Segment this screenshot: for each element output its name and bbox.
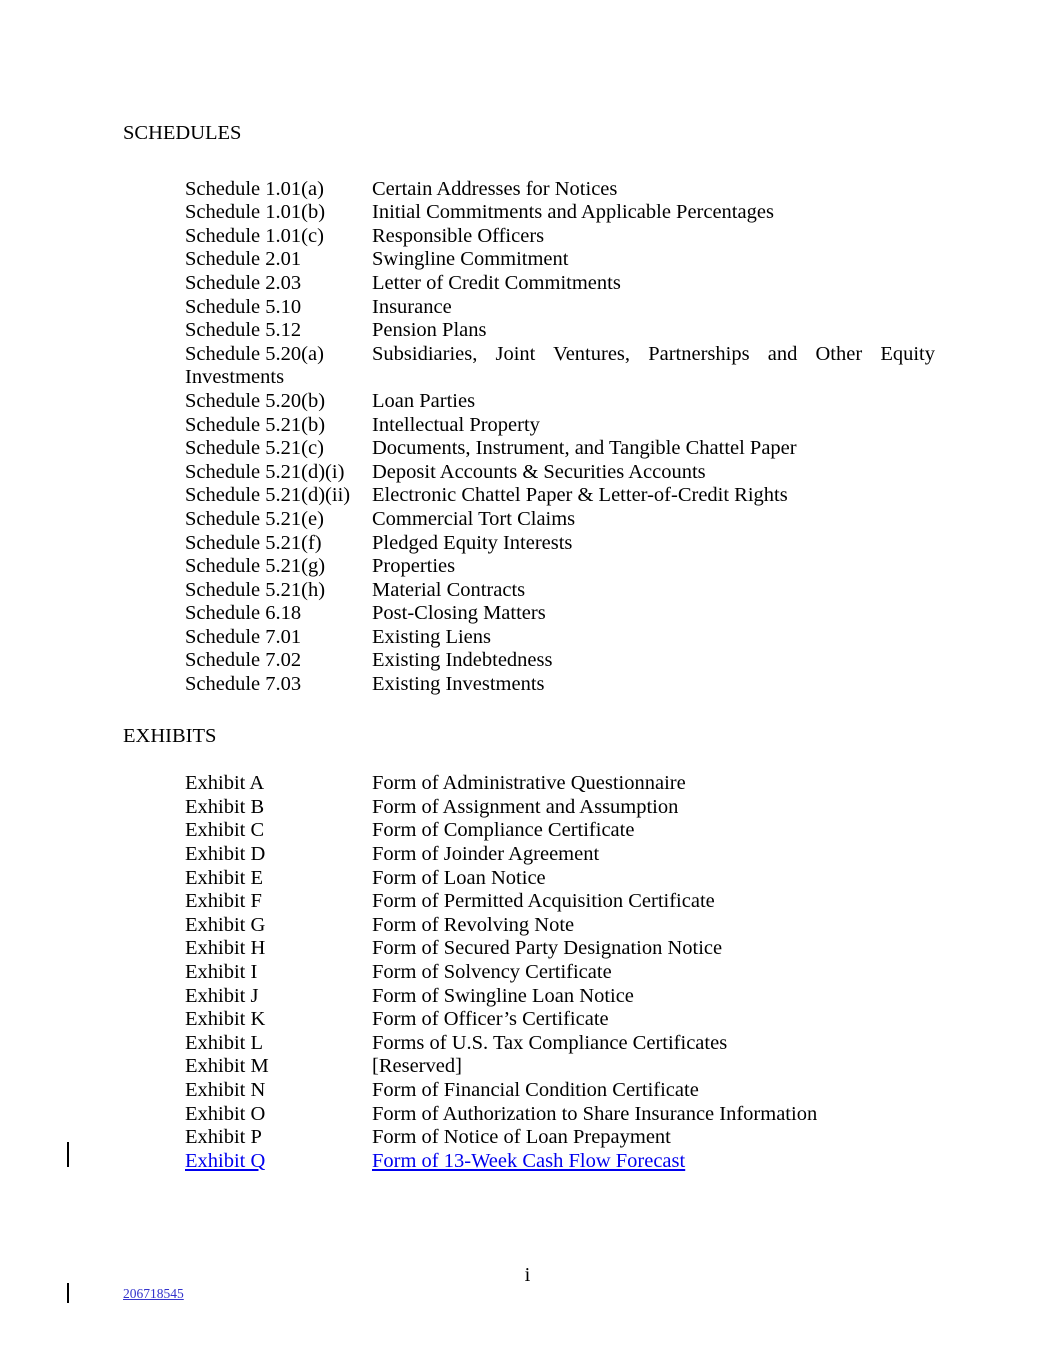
schedule-row — [185, 390, 935, 414]
schedule-title: Documents, Instrument, and Tangible Chattel Paper — [372, 437, 797, 460]
schedule-title: Properties — [372, 555, 456, 578]
exhibit-row — [185, 1032, 935, 1056]
exhibit-label: Exhibit M — [185, 1055, 269, 1078]
schedule-title: Insurance — [372, 295, 452, 318]
exhibit-label: Exhibit B — [185, 795, 265, 818]
exhibit-row — [185, 985, 935, 1009]
schedule-label: Schedule 5.21(d)(i) — [185, 460, 345, 483]
schedule-label: Schedule 7.03 — [185, 673, 302, 696]
exhibit-label: Exhibit O — [185, 1102, 266, 1125]
change-bar — [67, 1142, 69, 1167]
schedule-title: Existing Investments — [372, 673, 545, 696]
schedule-row — [185, 319, 935, 343]
schedule-title: Responsible Officers — [372, 224, 545, 247]
schedule-title: Existing Indebtedness — [372, 649, 553, 672]
schedule-label: Schedule 5.20(a) — [185, 342, 324, 365]
schedule-label: Schedule 5.21(g) — [185, 555, 326, 578]
schedule-label: Schedule 5.21(f) — [185, 531, 322, 554]
exhibit-label: Exhibit L — [185, 1031, 264, 1054]
exhibit-label: Exhibit C — [185, 819, 265, 842]
schedule-title: Initial Commitments and Applicable Percentages — [372, 201, 774, 224]
schedule-title: Electronic Chattel Paper & Letter-of-Credit Rights — [372, 484, 788, 507]
exhibit-label: Exhibit I — [185, 961, 258, 983]
schedule-label: Schedule 5.20(b) — [185, 389, 326, 412]
exhibit-title: Form of Compliance Certificate — [372, 819, 635, 842]
exhibits-list — [123, 772, 935, 1173]
exhibit-title: Form of Authorization to Share Insurance Information — [372, 1102, 818, 1125]
schedule-row — [185, 225, 935, 249]
schedule-row — [185, 508, 935, 532]
exhibits-section — [123, 725, 935, 1174]
schedule-label: Schedule 5.21(d)(ii) — [185, 484, 351, 507]
schedule-label: Schedule 2.01 — [185, 248, 302, 271]
exhibit-row — [185, 914, 935, 938]
exhibit-title: [Reserved] — [372, 1055, 462, 1078]
exhibit-title: Form of Financial Condition Certificate — [372, 1078, 699, 1101]
schedule-title: Post-Closing Matters — [372, 602, 546, 625]
schedule-row — [185, 343, 935, 390]
schedule-title: Swingline Commitment — [372, 248, 569, 271]
schedule-row — [185, 602, 935, 626]
schedule-label: Schedule 5.21(e) — [185, 507, 324, 530]
exhibit-label-link[interactable]: Exhibit Q — [185, 1149, 266, 1172]
schedule-row — [185, 461, 935, 485]
exhibit-row — [185, 1103, 935, 1127]
schedule-row — [185, 248, 935, 272]
schedule-row — [185, 532, 935, 556]
schedules-heading: SCHEDULES — [123, 122, 242, 144]
schedule-label: Schedule 5.12 — [185, 319, 302, 342]
exhibit-row — [185, 1150, 935, 1174]
schedule-row — [185, 272, 935, 296]
exhibit-title: Form of Assignment and Assumption — [372, 795, 679, 818]
exhibit-row — [185, 772, 935, 796]
exhibit-label: Exhibit A — [185, 772, 265, 795]
schedule-title: Existing Liens — [372, 625, 492, 648]
schedule-label: Schedule 1.01(c) — [185, 224, 324, 247]
exhibit-title: Form of Permitted Acquisition Certificate — [372, 890, 715, 913]
schedule-title: Loan Parties — [372, 389, 476, 412]
schedule-row — [185, 178, 935, 202]
exhibit-row — [185, 796, 935, 820]
schedule-row — [185, 201, 935, 225]
schedule-row — [185, 555, 935, 579]
schedule-label: Schedule 5.21(b) — [185, 413, 326, 436]
schedule-title: Certain Addresses for Notices — [372, 177, 618, 200]
exhibit-label: Exhibit J — [185, 984, 259, 1007]
schedule-row — [185, 296, 935, 320]
schedule-title: Subsidiaries, Joint Ventures, Partnerships and Other Equity Investments — [185, 342, 935, 389]
schedule-label: Schedule 5.21(c) — [185, 437, 324, 460]
schedule-label: Schedule 2.03 — [185, 271, 302, 294]
exhibit-row — [185, 1055, 935, 1079]
exhibit-row — [185, 867, 935, 891]
schedule-title: Letter of Credit Commitments — [372, 271, 621, 294]
exhibit-row — [185, 1008, 935, 1032]
exhibit-title-link[interactable]: Form of 13-Week Cash Flow Forecast — [372, 1149, 686, 1172]
exhibit-title: Form of Revolving Note — [372, 913, 575, 936]
exhibit-title: Form of Joinder Agreement — [372, 843, 600, 866]
exhibit-title: Form of Secured Party Designation Notice — [372, 937, 723, 960]
exhibit-row — [185, 1079, 935, 1103]
exhibit-label: Exhibit P — [185, 1126, 262, 1149]
exhibit-label: Exhibit N — [185, 1078, 266, 1101]
exhibit-row — [185, 961, 935, 985]
schedule-label: Schedule 7.01 — [185, 625, 302, 648]
exhibit-label: Exhibit D — [185, 843, 266, 866]
exhibits-heading: EXHIBITS — [123, 724, 217, 747]
schedule-title: Deposit Accounts & Securities Accounts — [372, 460, 706, 483]
schedule-row — [185, 579, 935, 603]
schedules-section — [123, 122, 935, 697]
exhibit-row — [185, 819, 935, 843]
schedule-title: Material Contracts — [372, 578, 526, 601]
exhibit-row — [185, 1126, 935, 1150]
exhibit-label: Exhibit F — [185, 890, 262, 913]
exhibit-title: Form of Loan Notice — [372, 866, 546, 889]
exhibit-title: Form of Administrative Questionnaire — [372, 772, 686, 795]
exhibit-label: Exhibit E — [185, 866, 264, 889]
schedule-row — [185, 414, 935, 438]
schedule-title: Pension Plans — [372, 319, 487, 342]
schedule-title: Pledged Equity Interests — [372, 531, 573, 554]
exhibit-label: Exhibit G — [185, 913, 266, 936]
schedule-row — [185, 437, 935, 461]
schedule-label: Schedule 1.01(b) — [185, 201, 326, 224]
schedule-label: Schedule 7.02 — [185, 649, 302, 672]
schedule-row — [185, 649, 935, 673]
toc-content — [123, 122, 935, 1173]
schedule-label: Schedule 5.10 — [185, 295, 302, 318]
schedule-label: Schedule 6.18 — [185, 602, 302, 625]
exhibit-title: Form of Officer’s Certificate — [372, 1008, 609, 1031]
exhibit-row — [185, 890, 935, 914]
schedule-row — [185, 626, 935, 650]
exhibit-title: Form of Solvency Certificate — [372, 961, 612, 983]
schedule-label: Schedule 1.01(a) — [185, 177, 324, 200]
schedule-row — [185, 673, 935, 697]
schedule-title: Commercial Tort Claims — [372, 507, 576, 530]
page-number: i — [524, 1264, 531, 1286]
schedule-title: Intellectual Property — [372, 413, 540, 436]
schedule-row — [185, 484, 935, 508]
exhibit-title: Form of Swingline Loan Notice — [372, 984, 634, 1007]
exhibit-title: Form of Notice of Loan Prepayment — [372, 1126, 671, 1149]
schedule-label: Schedule 5.21(h) — [185, 578, 326, 601]
exhibit-row — [185, 843, 935, 867]
exhibit-label: Exhibit H — [185, 937, 266, 960]
footer-document-number-link[interactable]: 206718545 — [123, 1286, 184, 1301]
schedules-list — [123, 178, 935, 697]
exhibit-label: Exhibit K — [185, 1008, 266, 1031]
exhibit-row — [185, 937, 935, 961]
exhibit-title: Forms of U.S. Tax Compliance Certificates — [372, 1031, 728, 1054]
